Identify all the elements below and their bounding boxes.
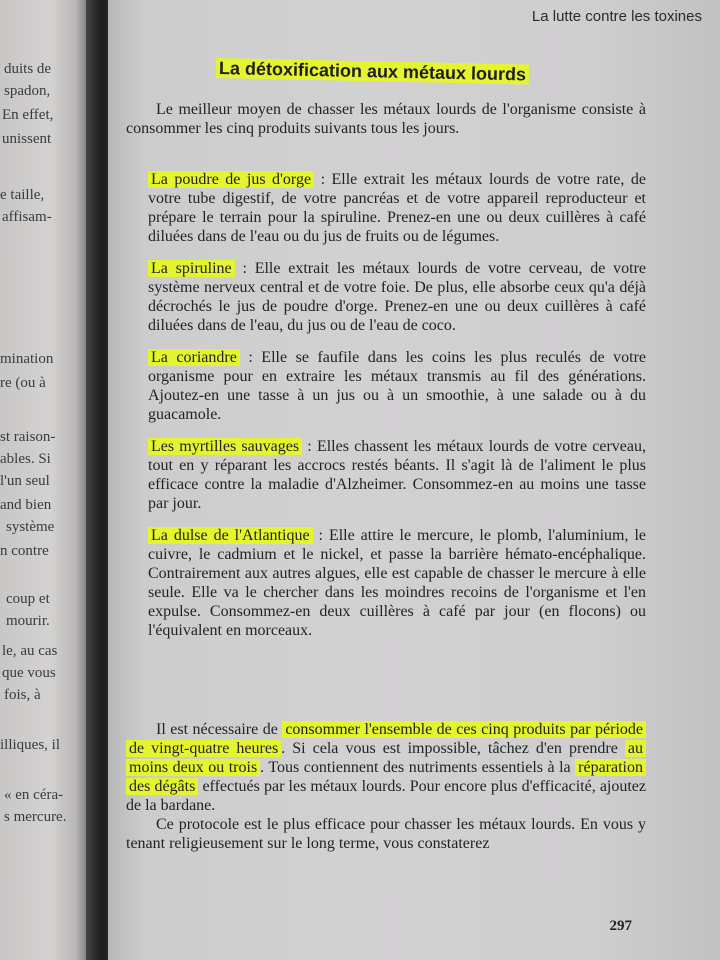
intro-paragraph	[126, 100, 646, 138]
closing-text: . Tous contiennent des nutriments essentiels à la	[260, 759, 576, 776]
closing-highlight: consommer l'ensemble de ces cinq produits par période de vingt-quatre heures	[126, 721, 646, 757]
closing-text: effectués par les métaux lourds. Pour encore plus d'efficacité, ajoutez de la bardane.	[126, 778, 647, 814]
closing-text: Il est nécessaire de	[156, 721, 283, 738]
left-fragment: ables. Si	[0, 451, 51, 467]
running-head: La lutte contre les toxines	[531, 8, 702, 25]
left-fragment: mourir.	[6, 613, 50, 629]
page-number: 297	[609, 918, 632, 934]
closing-text: . Si cela vous est impossible, tâchez d'en prendre	[281, 740, 625, 757]
left-fragment: st raison-	[0, 429, 56, 445]
left-fragment: n contre	[0, 543, 49, 559]
left-fragment: spadon,	[4, 83, 51, 99]
item-term: La dulse de l'Atlantique	[148, 527, 313, 544]
left-fragment: unissent	[2, 131, 52, 147]
closing-paragraph-2: Ce protocole est le plus efficace pour chasser les métaux lourds. En vous y tenant religieusement sur le long terme, vous constaterez	[126, 816, 646, 852]
closing-highlight: au moins deux ou trois	[126, 740, 646, 776]
left-fragment: fois, à	[4, 687, 41, 703]
item-term: La spiruline	[148, 260, 235, 277]
item-text: : Elle extrait les métaux lourds de votre cerveau, de votre système nerveux central et de votre foie. De plus, elle absorbe ceux qu'a déjà décrochés le jus de poudre d'orge. Prenez-en une ou deux cuillères à café diluées dans de l'eau, du jus ou de l'eau de coco.	[148, 260, 646, 334]
left-fragment: système	[6, 519, 55, 535]
left-fragment: illiques, il	[0, 737, 60, 753]
list-item	[126, 170, 646, 246]
left-fragment: coup et	[6, 591, 50, 607]
left-fragment: « en céra-	[4, 787, 64, 803]
item-text: : Elle se faufile dans les coins les plus reculés de votre organisme pour en extraire les métaux transmis au fil des générations. Ajoutez-en une tasse à un jus ou à un smoothie, à une salade ou à du guacamole.	[148, 349, 647, 423]
left-fragment: duits de	[4, 61, 52, 77]
left-fragment: mination	[0, 351, 54, 367]
list-item	[126, 259, 646, 335]
left-fragment: e taille,	[0, 187, 45, 203]
closing-paragraph-1	[126, 720, 646, 815]
left-fragment: affisam-	[2, 209, 52, 225]
intro-text: Le meilleur moyen de chasser les métaux lourds de l'organisme consiste à consommer les cinq produits suivants tous les jours.	[126, 101, 646, 137]
left-facing-page	[0, 0, 92, 960]
item-term: La poudre de jus d'orge	[148, 171, 314, 188]
item-text: : Elle extrait les métaux lourds de votre rate, de votre tube digestif, de votre pancréas et de votre appareil reproducteur et prépare le terrain pour la spiruline. Prenez-en une ou deux cuillères à café diluées dans de l'eau ou du jus de fruits ou de légumes.	[148, 171, 646, 245]
left-fragment: and bien	[0, 497, 52, 513]
list-item	[126, 437, 646, 513]
item-term: Les myrtilles sauvages	[148, 438, 302, 455]
item-term: La coriandre	[148, 349, 240, 366]
left-fragment: le, au cas	[2, 643, 58, 659]
book-page	[108, 0, 720, 960]
left-fragment: que vous	[2, 665, 56, 681]
item-list	[126, 170, 646, 653]
list-item	[126, 526, 646, 640]
left-fragment: re (ou à	[0, 375, 46, 391]
item-text: : Elles chassent les métaux lourds de votre cerveau, tout en y réparant les accrocs restés béants. Il s'agit là de l'aliment le plus efficace contre la maladie d'Alzheimer. Consommez-en au moins une tasse par jour.	[148, 438, 647, 512]
left-fragment: En effet,	[2, 107, 54, 123]
item-text: : Elle attire le mercure, le plomb, l'aluminium, le cuivre, le cadmium et le nickel, et passe la barrière hémato-encéphalique. Contrairement aux autres algues, elle est capable de chasser le mercure à elle seule. Elle va le chercher dans les moindres recoins de l'organisme et l'en expulse. Consommez-en deux cuillères à café par jour (en flocons) ou l'équivalent en morceaux.	[148, 527, 646, 639]
left-fragment: s mercure.	[4, 809, 67, 825]
left-fragment: l'un seul	[0, 473, 50, 489]
closing-section	[126, 720, 646, 853]
closing-highlight: réparation des dégâts	[126, 759, 646, 795]
section-title-highlight: La détoxification aux métaux lourds	[216, 58, 529, 85]
list-item	[126, 348, 646, 424]
section-title	[216, 58, 529, 86]
